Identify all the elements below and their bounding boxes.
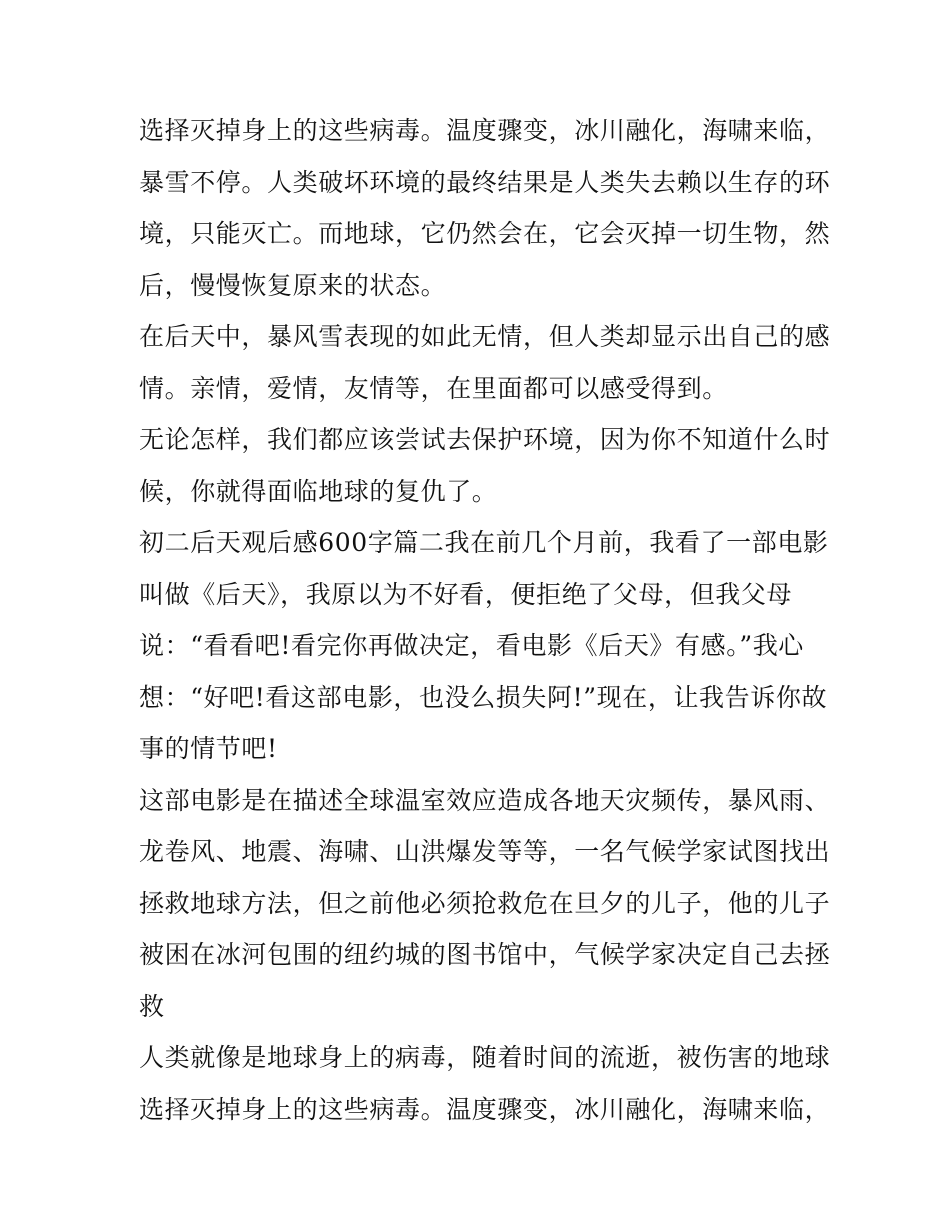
- text-line: 候，你就得面临地球的复仇了。: [139, 476, 498, 506]
- text-line: 这部电影是在描述全球温室效应造成各地天灾频传，暴风雨、: [139, 785, 831, 815]
- text-line: 拯救地球方法，但之前他必须抢救危在旦夕的儿子，他的儿子: [139, 888, 831, 918]
- text-line: 叫做《后天》，我原以为不好看，便拒绝了父母，但我父母: [139, 579, 793, 609]
- text-line: 情。亲情，爱情，友情等，在里面都可以感受得到。: [139, 373, 728, 403]
- document-body: [139, 105, 831, 1135]
- text-line: 选择灭掉身上的这些病毒。温度骤变，冰川融化，海啸来临，: [139, 116, 831, 145]
- text-line: 境，只能灭亡。而地球，它仍然会在，它会灭掉一切生物，然: [139, 219, 831, 248]
- text-line: 被困在冰河包围的纽约城的图书馆中，气候学家决定自己去拯: [139, 940, 831, 969]
- text-line: 选择灭掉身上的这些病毒。温度骤变，冰川融化，海啸来临，: [139, 1094, 831, 1124]
- text-line: 在后天中，暴风雪表现的如此无情，但人类却显示出自己的感: [139, 322, 831, 351]
- text-line: 无论怎样，我们都应该尝试去保护环境，因为你不知道什么时: [139, 425, 831, 454]
- text-line: 人类就像是地球身上的病毒，随着时间的流逝，被伤害的地球: [139, 1043, 831, 1072]
- text-line: 暴雪不停。人类破坏环境的最终结果是人类失去赖以生存的环: [139, 167, 831, 197]
- text-line: 初二后天观后感600字篇二我在前几个月前，我看了一部电影: [139, 528, 829, 557]
- text-line: 救: [139, 991, 165, 1021]
- text-line: 事的情节吧!: [139, 734, 278, 763]
- text-line: 说：“看看吧!看完你再做决定，看电影《后天》有感。”我心: [139, 631, 804, 660]
- text-line: 后，慢慢恢复原来的状态。: [139, 270, 447, 300]
- text-line: 想：“好吧!看这部电影，也没么损失阿!”现在，让我告诉你故: [139, 682, 828, 712]
- text-line: 龙卷风、地震、海啸、山洪爆发等等，一名气候学家试图找出: [139, 837, 831, 866]
